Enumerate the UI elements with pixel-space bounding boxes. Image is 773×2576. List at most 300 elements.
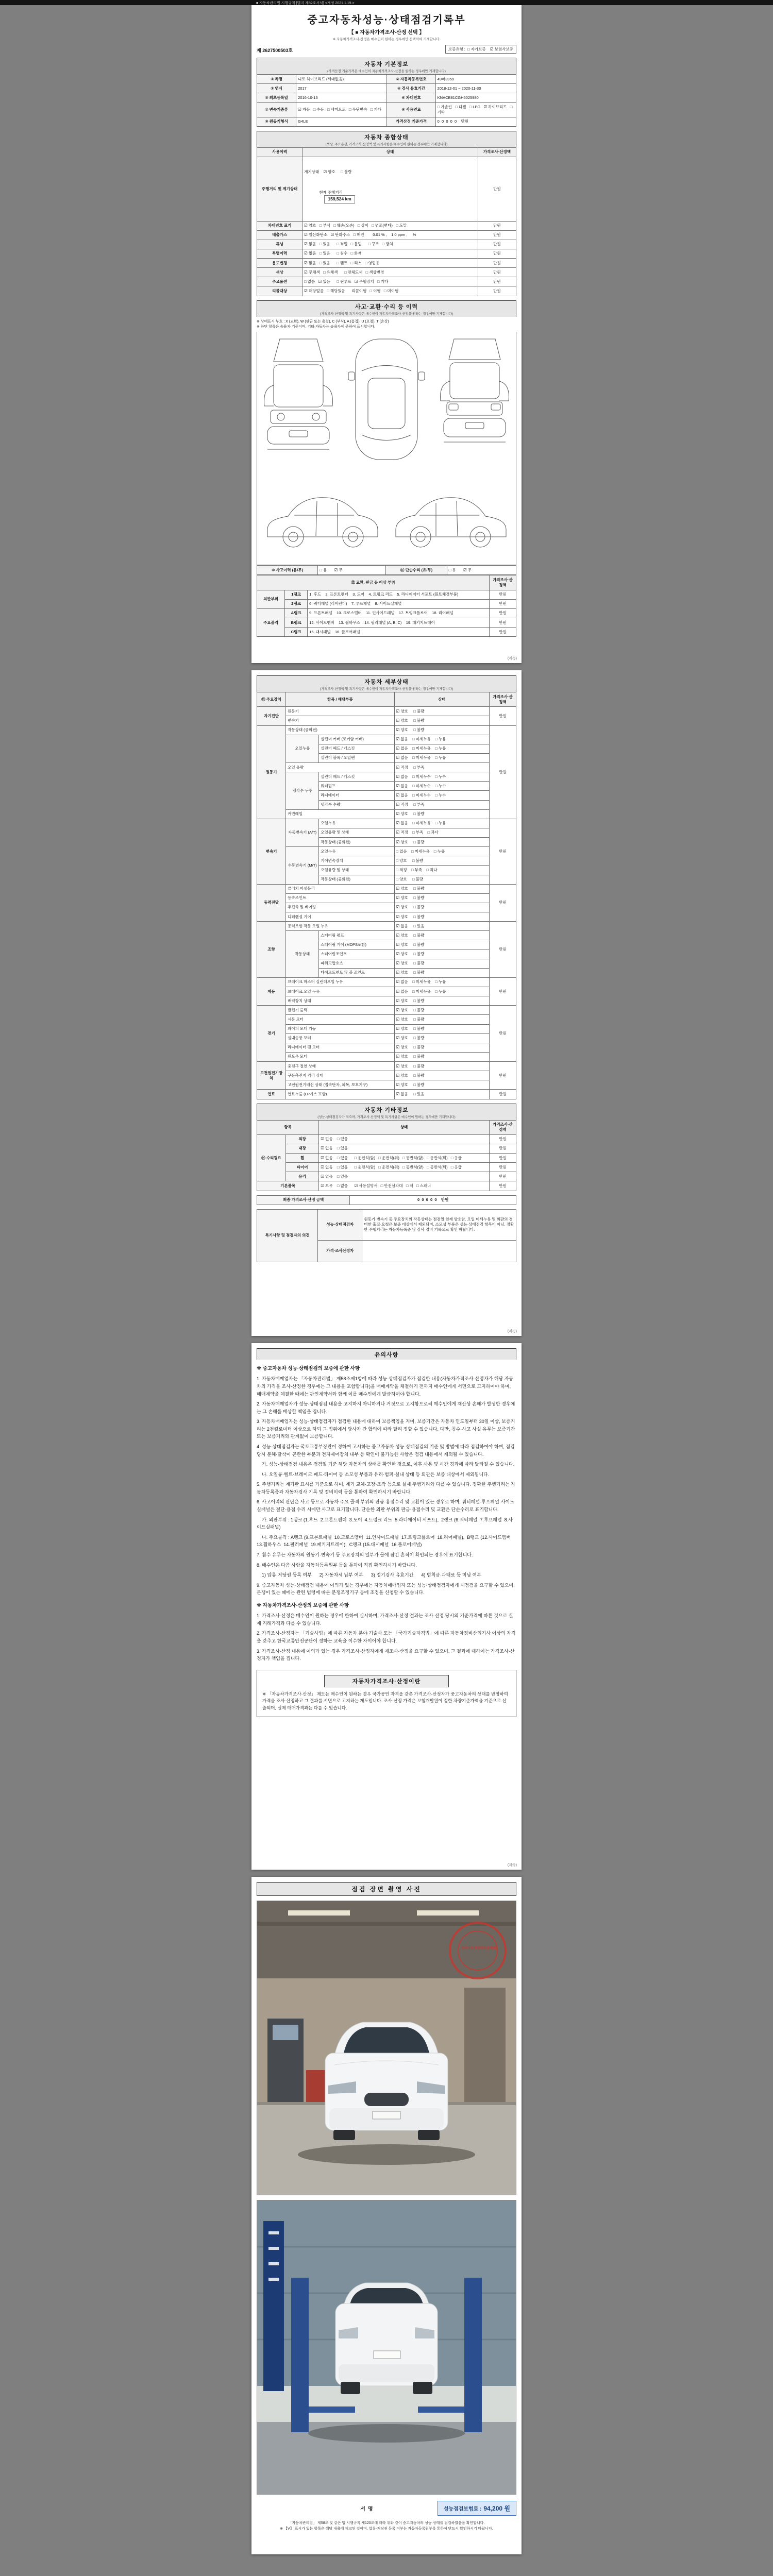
price-cell: 만원 — [478, 268, 516, 277]
item-label: 실린더 헤드 / 개스킷 — [319, 772, 394, 782]
table-row — [257, 977, 516, 987]
state-options: ☑ 없음 □ 미세누수 □ 누수 — [394, 782, 489, 791]
item-label: 커먼레일 — [286, 809, 394, 819]
notes-price-title: ※ 자동차가격조사·산정의 보증에 관한 사항 — [257, 1602, 349, 1608]
year-label: ③ 연식 — [257, 84, 296, 93]
table-row — [257, 566, 516, 575]
summary-table — [257, 147, 516, 296]
item-label: 타이로드엔드 및 볼 조인트 — [319, 968, 394, 977]
item-label: 기어변속장치 — [319, 856, 394, 866]
state-options: ☑ 양호 □ 불량 — [394, 1043, 489, 1052]
photo-front-illustration — [257, 1901, 516, 2195]
rank-label: A랭크 — [285, 608, 308, 618]
item-label: 작동상태 (공회전) — [319, 875, 394, 884]
insurance-fee-label: 성능점검보험료 : — [443, 2506, 482, 2512]
table-row — [257, 157, 516, 221]
item-label: 충전구 절연 상태 — [286, 1062, 394, 1071]
price-definition-box — [257, 1670, 516, 1718]
legend-line2: ※ 하단 항목은 승용차 기준이며, 기타 자동차는 승용차에 준하여 표시합니다. — [257, 325, 376, 329]
warranty-type-box: 보증유형 : □ 자가보증 ☑ 보험사보증 — [445, 45, 516, 54]
device-group-label: 원동기 — [257, 725, 286, 819]
accident-note: (가격조사·산정액 및 특기사항은 매수인이 자동차가격조사·산정을 원하는 경우에만 기재합니다) — [320, 312, 453, 316]
inspector-opinion: 원동기·변속기 등 주요장치의 작동상태는 점검일 현재 양호함. 오일 미세누유 및 외판의 경미한 흠집·요철은 보증 대상에서 제외되며, 소모성 부품은 성능·상태점검 항목이 아님. 정확한 주행거리는 자동차등록증 및 검사·정비 기록으로 확인 바랍니다. — [362, 1209, 516, 1240]
table-row — [257, 1144, 516, 1153]
repair-needed-label: ⑭ 수리필요 — [257, 1134, 286, 1181]
exchanged-parts-table — [257, 575, 516, 637]
header-note: ※ 자동차가격조사·산정은 매수인이 원하는 경우에만 선택하여 기재합니다. — [332, 38, 441, 41]
base-price-value: 0 0 0 0 0 만원 — [435, 117, 516, 126]
state-options: ☑ 양호 □ 부식 □ 훼손(오손) □ 상이 □ 변조(변타) □ 도말 — [303, 221, 478, 230]
state-options: ☑ 없음 □ 미세누수 □ 누수 — [394, 791, 489, 800]
table-row — [257, 884, 516, 893]
price-cell: 만원 — [478, 286, 516, 296]
first-reg-value: 2016-10-13 — [296, 93, 387, 103]
note-paragraph: 7. 침수 유무는 자동차의 원동기·변속기 등 주요장치의 일부가 물에 잠긴 흔적이 확인되는 경우에 표기합니다. — [257, 1552, 473, 1557]
page-1 — [251, 5, 522, 663]
car-diagram-rear-unfolded — [436, 335, 513, 464]
table-header-row — [257, 692, 516, 707]
rank-label: B랭크 — [285, 618, 308, 628]
state-options: ☑ 양호 □ 불량 — [394, 809, 489, 819]
state-options: ☑ 양호 □ 불량 — [394, 1033, 489, 1043]
final-price-label: 최종 가격조사·산정 금액 — [257, 1195, 350, 1205]
item-label: 브레이크 마스터 실린더오일 누유 — [286, 977, 394, 987]
reg-no-value: 49머3959 — [435, 75, 516, 84]
section-accident-title — [257, 300, 516, 317]
state-options: □ 양호 □ 불량 — [394, 875, 489, 884]
price-cell: 만원 — [478, 230, 516, 240]
item-label: 원동기 — [286, 707, 394, 716]
price-cell: 만원 — [489, 1144, 516, 1153]
engine-type-value: G4LE — [296, 117, 387, 126]
item-label: 브레이크 오일 누유 — [286, 987, 394, 996]
item-label: 디퍼렌셜 기어 — [286, 912, 394, 922]
part-group-label: 외판부위 — [257, 590, 285, 608]
price-cell: 만원 — [478, 157, 516, 221]
col-usage: 사용이력 — [257, 147, 303, 157]
car-diagram-left-side — [261, 464, 384, 562]
page-2 — [251, 670, 522, 1336]
parts-header: ⑫ 교환, 판금 등 이상 부위 — [257, 575, 490, 590]
price-cell: 만원 — [489, 618, 516, 628]
price-definition-title: 자동차가격조사·산정이란 — [324, 1675, 449, 1687]
table-row — [257, 618, 516, 628]
section-basic-info-title — [257, 58, 516, 74]
table-row — [257, 1006, 516, 1015]
table-row — [257, 1080, 516, 1090]
table-row — [257, 75, 516, 84]
item-label: 실린더 블록 / 오일팬 — [319, 753, 394, 762]
table-row — [257, 117, 516, 126]
mileage-label: 현재 주행거리 — [319, 190, 343, 195]
col-item: 항목 — [257, 1120, 319, 1134]
col-device: ⑬ 주요장치 — [257, 692, 286, 707]
col-price: 가격조사·산정액 — [489, 692, 516, 707]
basic-info-table — [257, 74, 516, 127]
item-label: 작동상태 (공회전) — [286, 725, 394, 735]
table-row — [257, 268, 516, 277]
detail-note: (가격조사·산정액 및 특기사항은 매수인이 자동차가격조사·산정을 원하는 경우에만 기재합니다) — [320, 687, 453, 691]
continue-mark: (계속) — [507, 657, 517, 660]
price-cell: 만원 — [478, 277, 516, 286]
table-row — [257, 922, 516, 931]
state-options: ☑ 보유 □ 없음 ☑ 사용설명서 □ 안전삼각대 □ 잭 □ 스패너 — [319, 1181, 490, 1191]
insurance-fee-value: 94,200 원 — [483, 2505, 510, 2512]
state-options: ☑ 양호 □ 불량 — [394, 1015, 489, 1024]
table-row — [257, 1209, 516, 1240]
note-paragraph: 2. 자동차매매업자가 성능·상태점검 내용을 고지하지 아니하거나 거짓으로 고지함으로써 매수인에게 재산상 손해가 발생한 경우에는 그 손해를 배상할 책임을 집니다. — [257, 1401, 515, 1414]
table-header-row — [257, 1120, 516, 1134]
table-row — [257, 1052, 516, 1061]
rank-label: C랭크 — [285, 628, 308, 637]
price-cell: 만원 — [489, 599, 516, 608]
sub-group-label: 작동상태 — [286, 931, 319, 978]
note-paragraph: 1. 가격조사·산정은 매수인이 원하는 경우에 한하여 실시하며, 가격조사·산정 결과는 조사·산정 당시의 기준가격에 따른 것으로 실제 거래가격과 다를 수 있습니다. — [257, 1613, 513, 1626]
item-label: 등속조인트 — [286, 893, 394, 903]
section-summary-title — [257, 131, 516, 147]
reg-no-label: ② 자동차등록번호 — [387, 75, 435, 84]
note-paragraph: 3. 가격조사·산정 내용에 이의가 있는 경우 가격조사·산정자에게 재조사·산정을 요구할 수 있으며, 그 결과에 대하여는 가격조사·산정자가 책임을 집니다. — [257, 1648, 515, 1662]
accident-history-value: □ 유 ☑ 무 — [318, 566, 386, 575]
item-label: 파워고압호스 — [319, 959, 394, 968]
state-options: ☑ 양호 □ 불량 — [394, 707, 489, 716]
table-row — [257, 809, 516, 819]
mileage-value: 159,524 km — [324, 195, 355, 203]
row-label: 리콜대상 — [257, 286, 303, 296]
table-row — [257, 1043, 516, 1052]
state-options: ☑ 적정 □ 부족 □ 과다 — [394, 828, 489, 837]
item-label: 라디에이터 — [319, 791, 394, 800]
note-paragraph: 나. 주요골격 : A랭크 (9.프론트패널 10.크로스멤버 11.인사이드패널 17.트렁크플로어 18.리어패널), B랭크 (12.사이드멤버 13.휠하우스 14.필러패널 19.패키지트레이), C랭크 (15.대시패널 16.플로어패널) — [257, 1534, 514, 1548]
fuel-label: ⑧ 사용연료 — [387, 103, 435, 117]
state-options: ☑ 없음 □ 있음 □ 적법 □ 불법 □ 구조 □ 장치 — [303, 240, 478, 249]
basic-note: (가격산정 기준가격은 매수인이 자동차가격조사·산정을 원하는 경우에만 기재합니다) — [327, 70, 446, 73]
parts-price-header: 가격조사·산정액 — [489, 575, 516, 590]
state-options: ☑ 양호 □ 불량 — [394, 1006, 489, 1015]
table-row — [257, 987, 516, 996]
item-label: 배력장치 상태 — [286, 996, 394, 1006]
state-options: ☑ 양호 □ 불량 — [394, 996, 489, 1006]
inspection-valid-value: 2018-12-01 ~ 2020-11-30 — [435, 84, 516, 93]
row-label: 타이어 — [286, 1163, 319, 1172]
page-4 — [251, 1877, 522, 2554]
rank-items: 9. 프론트패널 10. 크로스멤버 11. 인사이드패널 17. 트렁크플로어 18. 리어패널 — [308, 608, 490, 618]
engine-type-label: ⑨ 원동기형식 — [257, 117, 296, 126]
header-meta-row — [257, 45, 516, 54]
device-group-label: 전기 — [257, 1006, 286, 1062]
table-row — [257, 735, 516, 744]
state-options: ☑ 없음 □ 있음 — [319, 1172, 490, 1181]
price-cell: 만원 — [478, 259, 516, 268]
state-options: ☑ 없음 □ 미세누유 □ 누유 — [394, 735, 489, 744]
item-label: 라디에이터 팬 모터 — [286, 1043, 394, 1052]
state-options: ☑ 없음 □ 있음 □ 침수 □ 화재 — [303, 249, 478, 258]
state-options: ☑ 없음 □ 있음 — [319, 1134, 490, 1144]
table-row — [257, 1172, 516, 1181]
rank-items: 1. 후드 2. 프론트펜더 3. 도어 4. 트렁크 리드 5. 라디에이터 서포트 (볼트체결부품) — [308, 590, 490, 599]
state-options: ☑ 없음 □ 미세누유 □ 누유 — [394, 753, 489, 762]
device-group-label: 동력전달 — [257, 884, 286, 922]
car-diagram-top-view — [341, 335, 432, 464]
item-label: 동력조향 작동 오일 누유 — [286, 922, 394, 931]
state-options: ☑ 양호 □ 불량 — [394, 838, 489, 847]
state-options: ☑ 없음 □ 미세누유 □ 누유 — [394, 819, 489, 828]
state-options: ☑ 양호 □ 불량 — [394, 1080, 489, 1090]
state-options: ☑ 없음 □ 있음 □ 운전석(앞) □ 운전석(뒤) □ 동반석(앞) □ 동반석(뒤) □ 응급 — [319, 1163, 490, 1172]
document-number: 제 2627500503호 — [257, 48, 293, 53]
item-label: 변속기 — [286, 716, 394, 725]
row-label: 주행거리 및 계기상태 — [257, 157, 303, 221]
row-label: 기본품목 — [257, 1181, 319, 1191]
simple-repair-label: ⑪ 단순수리 (유/무) — [386, 566, 447, 575]
car-name-value: 니로 하이브리드 (세대없음) — [296, 75, 387, 84]
page-3 — [251, 1343, 522, 1870]
table-row — [257, 707, 516, 716]
state-options: □ 양호 □ 불량 — [394, 856, 489, 866]
item-label: 클러치 어셈블리 — [286, 884, 394, 893]
legend-line1: ※ 상태표시 부호 : X (교환), W (판금 또는 용접), C (부식), A (흠집), U (요철), T (손상) — [257, 319, 389, 324]
device-group-label: 연료 — [257, 1090, 286, 1099]
price-cell: 만원 — [489, 1163, 516, 1172]
item-label: 추진축 및 베어링 — [286, 903, 394, 912]
inspection-valid-label: ④ 검사 유효기간 — [387, 84, 435, 93]
row-label: 주요옵션 — [257, 277, 303, 286]
association-stamp-text: 한국자동차진단보증협회 — [461, 1946, 497, 1950]
rank-label: 2랭크 — [285, 599, 308, 608]
table-row — [257, 590, 516, 599]
item-label: 오일누유 — [319, 819, 394, 828]
col-state: 상태 — [394, 692, 489, 707]
price-cell: 만원 — [489, 1134, 516, 1144]
state-options: ☑ 양호 □ 불량 — [394, 725, 489, 735]
odometer-state-cell — [303, 157, 478, 221]
device-group-label: 제동 — [257, 977, 286, 1005]
notes-title: 유의사항 — [374, 1352, 399, 1358]
state-options: ☑ 양호 □ 불량 — [394, 931, 489, 940]
current-mileage-row — [304, 185, 476, 209]
state-options: ☑ 양호 □ 불량 — [394, 950, 489, 959]
price-cell: 만원 — [489, 1062, 516, 1090]
note-paragraph: 4. 성능·상태점검자는 국토교통부장관이 정하여 고시하는 중고자동차 성능·상태점검의 기준 및 방법에 따라 점검하여야 하며, 점검 당시 분해·탈착이 곤란한 부분과 전자제어장치 내부 등 확인이 불가능한 사항은 점검 내용에서 제외될 수 있습니다. — [257, 1444, 516, 1457]
report-header — [257, 11, 516, 54]
table-row — [257, 819, 516, 828]
header-subtitle: 【 ■ 자동차가격조사·산정 선택 】 — [348, 30, 425, 36]
row-label: 특별이력 — [257, 249, 303, 258]
row-label: 유리 — [286, 1172, 319, 1181]
section-notes-title — [257, 1348, 516, 1360]
table-row — [257, 772, 516, 782]
state-code-legend — [257, 319, 516, 331]
item-label: 스티어링조인트 — [319, 950, 394, 959]
row-label: 휠 — [286, 1154, 319, 1163]
state-options: ☑ 양호 □ 불량 — [394, 968, 489, 977]
rank-items: 12. 사이드멤버 13. 휠하우스 14. 필러패널 (A, B, C) 19. 패키지트레이 — [308, 618, 490, 628]
table-row — [257, 847, 516, 856]
col-price: 가격조사·산정액 — [489, 1120, 516, 1134]
vin-value: KNACB81CGH6025980 — [435, 93, 516, 103]
table-row — [257, 249, 516, 258]
car-damage-diagrams — [257, 332, 516, 565]
rank-items: 6. 쿼터패널 (리어펜더) 7. 루프패널 8. 사이드실패널 — [308, 599, 490, 608]
price-cell: 만원 — [489, 590, 516, 599]
table-row — [257, 277, 516, 286]
state-options: ☑ 없음 □ 있음 □ 운전석(앞) □ 운전석(뒤) □ 동반석(앞) □ 동반석(뒤) □ 응급 — [319, 1154, 490, 1163]
state-options: ☑ 양호 □ 불량 — [394, 884, 489, 893]
car-diagram-front-unfolded — [260, 335, 337, 464]
state-options: ☑ 양호 □ 불량 — [394, 893, 489, 903]
section-other-title — [257, 1104, 516, 1120]
price-cell: 만원 — [489, 1181, 516, 1191]
sub-group-label: 수동변속기 (M/T) — [286, 847, 319, 885]
note-paragraph: 1) 압류·저당권 등록 여부 2) 자동차세 납부 여부 3) 정기검사 유효기간 4) 범칙금·과태료 등 미납 여부 — [257, 1572, 482, 1578]
table-row — [257, 221, 516, 230]
photo-rear-illustration — [257, 2200, 516, 2494]
summary-note: (색상, 주요옵션, 가격조사·산정액 및 특기사항은 매수인이 원하는 경우에만 기재합니다) — [325, 142, 448, 146]
state-options: ☑ 없음 □ 있음 — [394, 922, 489, 931]
table-row — [257, 1062, 516, 1071]
table-row — [257, 1071, 516, 1080]
page-title: 중고자동차성능·상태점검기록부 — [307, 14, 466, 26]
item-label: 냉각수 수량 — [319, 800, 394, 809]
transmission-options: ☑ 자동 □ 수동 □ 세미오토 □ 무단변속 □ 기타 — [296, 103, 387, 117]
inspector-label: 성능·상태점검자 — [318, 1209, 362, 1240]
row-label: 외장 — [286, 1134, 319, 1144]
col-state: 상태 — [303, 147, 478, 157]
note-paragraph: 9. 중고자동차 성능·상태점검 내용에 이의가 있는 경우에는 자동차매매업자 또는 성능·상태점검자에게 재점검을 요구할 수 있으며, 분쟁이 있는 때에는 관련 법령에 따른 분쟁조정기구 등에 조정을 신청할 수 있습니다. — [257, 1582, 516, 1596]
item-label: 실내송풍 모터 — [286, 1033, 394, 1043]
appraiser-opinion — [362, 1240, 516, 1262]
table-row — [257, 903, 516, 912]
price-cell: 만원 — [489, 1172, 516, 1181]
price-cell: 만원 — [489, 707, 516, 725]
state-options: ☑ 없음 □ 미세누유 □ 누유 — [394, 987, 489, 996]
col-item: 항목 / 해당부품 — [286, 692, 394, 707]
car-diagram-right-side — [390, 464, 512, 562]
item-label: 워터펌프 — [319, 782, 394, 791]
price-cell: 만원 — [478, 249, 516, 258]
note-paragraph: 5. 주행거리는 계기판 표시를 기준으로 하며, 계기 교체·고장·조작 등으로 실제 주행거리와 다를 수 있습니다. 정확한 주행거리는 자동차등록증과 자동차검사 기록 및 정비이력 등을 통하여 확인하시기 바랍니다. — [257, 1482, 515, 1495]
row-label: 용도변경 — [257, 259, 303, 268]
state-options: ☑ 일산화탄소 ☑ 탄화수소 □ 매연 0.01 % , 1.0 ppm , % — [303, 230, 478, 240]
table-row — [257, 240, 516, 249]
state-options: ☑ 해당없음 □ 해당있음 리콜이행 □ 이행 □ 미이행 — [303, 286, 478, 296]
table-row — [257, 716, 516, 725]
inspection-photo-rear — [257, 2200, 516, 2495]
other-title: 자동차 기타정보 — [364, 1107, 409, 1113]
sub-group-label: 자동변속기 (A/T) — [286, 819, 319, 846]
state-options: ☑ 양호 □ 불량 — [394, 1071, 489, 1080]
state-options: ☑ 없음 □ 미세누유 □ 누유 — [394, 744, 489, 753]
state-options: ☑ 없음 □ 미세누수 □ 누수 — [394, 772, 489, 782]
vin-label: ⑥ 차대번호 — [387, 93, 435, 103]
state-options: □ 적정 □ 부족 □ 과다 — [394, 866, 489, 875]
table-row — [257, 84, 516, 93]
state-options: ☑ 무채색 □ 유채색 □ 전체도색 □ 색상변경 — [303, 268, 478, 277]
state-options: ☑ 적정 □ 부족 — [394, 800, 489, 809]
item-label: 연료누출 (LP가스 포함) — [286, 1090, 394, 1099]
base-price-label: 가격산정 기준가격 — [387, 117, 435, 126]
signature-label: 서명 — [360, 2506, 376, 2512]
final-price-table — [257, 1195, 516, 1205]
footer-line1: 「자동차관리법」 제58조 및 같은 법 시행규칙 제120조에 따라 위와 같이 중고자동차의 성능·상태를 점검하였음을 확인합니다. — [288, 2521, 485, 2525]
price-cell: 만원 — [489, 1090, 516, 1099]
odometer-state: 계기상태 ☑ 양호 □ 불량 — [304, 169, 352, 174]
section-detail-title — [257, 675, 516, 692]
item-label: 실린더 헤드 / 개스킷 — [319, 744, 394, 753]
final-price-value: 0 0 0 0 0 만원 — [350, 1195, 516, 1205]
appraiser-label: 가격·조사산정자 — [318, 1240, 362, 1262]
simple-repair-value: □ 유 ☑ 무 — [447, 566, 516, 575]
basic-title: 자동차 기본정보 — [364, 61, 409, 67]
other-info-table — [257, 1120, 516, 1191]
inspector-opinion-table — [257, 1209, 516, 1262]
note-paragraph: 6. 사고이력의 판단은 사고 등으로 자동차 주요 골격 부위의 판금·용접수리 및 교환이 있는 경우로 하며, 쿼터패널·루프패널·사이드실패널은 절단·용접 수리 시에만 사고로 표기합니다. 단순한 외판 부위의 판금·용접수리 및 교환은 단순수리로 표기합니다. — [257, 1499, 514, 1513]
first-reg-label: ⑤ 최초등록일 — [257, 93, 296, 103]
table-row — [257, 628, 516, 637]
state-options: ☑ 없음 □ 미세누유 □ 누유 — [394, 977, 489, 987]
col-state: 상태 — [319, 1120, 490, 1134]
table-row — [257, 725, 516, 735]
table-row — [257, 1181, 516, 1191]
table-row — [257, 763, 516, 772]
accident-history-table — [257, 565, 516, 575]
device-group-label: 고전원전기장치 — [257, 1062, 286, 1090]
other-note: (성능·상태점검자가 적으며, 가격조사·산정액 및 특기사항은 매수인이 원하는 경우에만 기재합니다) — [317, 1115, 456, 1119]
state-options: ☑ 없음 □ 있음 □ 렌트 □ 리스 □ 영업용 — [303, 259, 478, 268]
price-cell: 만원 — [489, 922, 516, 978]
part-group-label: 주요골격 — [257, 608, 285, 636]
table-row — [257, 286, 516, 296]
row-label: 튜닝 — [257, 240, 303, 249]
item-label: 오일유량 및 상태 — [319, 866, 394, 875]
table-row — [257, 93, 516, 103]
item-label: 와이퍼 모터 기능 — [286, 1024, 394, 1033]
inspection-photo-front — [257, 1901, 516, 2195]
item-label: 오일유량 및 상태 — [319, 828, 394, 837]
price-cell: 만원 — [489, 608, 516, 618]
table-row — [257, 1015, 516, 1024]
price-cell: 만원 — [478, 240, 516, 249]
table-header-row — [257, 575, 516, 590]
state-options: ☑ 적정 □ 부족 — [394, 763, 489, 772]
device-group-label: 조향 — [257, 922, 286, 978]
state-options: ☑ 양호 □ 불량 — [394, 903, 489, 912]
state-options: □ 없음 ☑ 있음 □ 썬루프 ☑ 주행장치 □ 기타 — [303, 277, 478, 286]
photos-section-title: 점검 장면 촬영 사진 — [257, 1882, 516, 1896]
table-row — [257, 103, 516, 117]
item-label: 발전기 출력 — [286, 1006, 394, 1015]
table-row — [257, 608, 516, 618]
price-cell: 만원 — [489, 819, 516, 884]
row-label: 배출가스 — [257, 230, 303, 240]
price-definition-body: ※ 「자동차가격조사·산정」 제도는 매수인이 원하는 경우 국가공인 자격을 갖춘 가격조사·산정자가 중고자동차의 상태를 반영하여 가격을 조사·산정하고 그 결과를 서면으로 고지하는 제도입니다. 조사·산정 가격은 보험개발원이 정한 차량기준가액을 기준으로 산출되며, 실제 매매가격과는 다를 수 있습니다. — [262, 1691, 510, 1710]
note-paragraph: 가. 외판부위 : 1랭크 (1.후드 2.프론트펜더 3.도어 4.트렁크 리드 5.라디에이터 서포트), 2랭크 (6.쿼터패널 7.루프패널 8.사이드실패널) — [257, 1517, 513, 1530]
item-label: 오일 유량 — [286, 763, 394, 772]
accident-history-label: ⑩ 사고이력 (유/무) — [257, 566, 318, 575]
table-row — [257, 1024, 516, 1033]
year-value: 2017 — [296, 84, 387, 93]
state-options: ☑ 양호 □ 불량 — [394, 959, 489, 968]
item-label: 시동 모터 — [286, 1015, 394, 1024]
note-paragraph: 가. 성능·상태점검 내용은 점검일 기준 해당 자동차의 상태를 확인한 것으로, 이후 사용 및 시간 경과에 따라 달라질 수 있습니다. — [257, 1462, 515, 1467]
detail-title: 자동차 세부상태 — [364, 679, 409, 685]
continue-mark: (계속) — [507, 1863, 517, 1867]
table-row — [257, 996, 516, 1006]
continue-mark: (계속) — [507, 1330, 517, 1333]
rank-label: 1랭크 — [285, 590, 308, 599]
state-options: □ 없음 □ 미세누유 □ 누유 — [394, 847, 489, 856]
price-cell: 만원 — [489, 725, 516, 819]
